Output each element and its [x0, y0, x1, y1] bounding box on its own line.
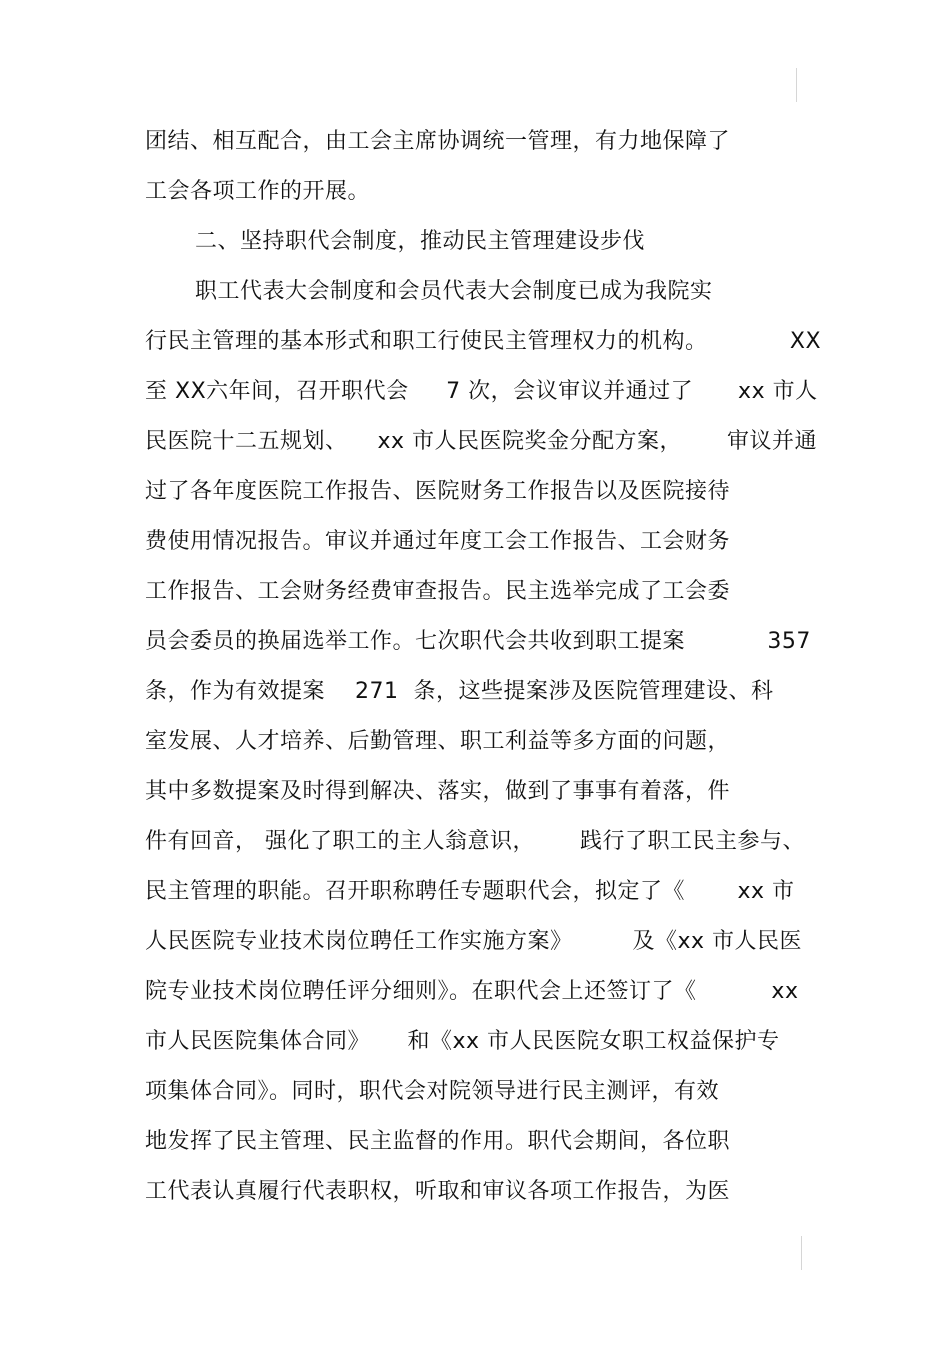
- margin-mark-bottom: [801, 1236, 802, 1270]
- text-line: 条，作为有效提案 271 条，这些提案涉及医院管理建设、科: [145, 679, 774, 704]
- text-line: 民主管理的职能。召开职称聘任专题职代会，拟定了《 xx 市: [145, 879, 795, 904]
- text-line: 团结、相互配合，由工会主席协调统一管理，有力地保障了: [145, 129, 731, 154]
- paragraph-first-line: 职工代表大会制度和会员代表大会制度已成为我院实: [195, 279, 713, 304]
- text-line: 工代表认真履行代表职权，听取和审议各项工作报告，为医: [145, 1179, 731, 1204]
- text-line: 民医院十二五规划、 xx 市人民医院奖金分配方案， 审议并通: [145, 429, 817, 454]
- text-line: 过了各年度医院工作报告、医院财务工作报告以及医院接待: [145, 479, 731, 504]
- text-line: 工会各项工作的开展。: [145, 179, 371, 204]
- text-line: 项集体合同》。同时，职代会对院领导进行民主测评，有效: [145, 1079, 720, 1104]
- text-line: 至 XX六年间，召开职代会 7 次，会议审议并通过了 xx 市人: [145, 379, 818, 404]
- text-line: 行民主管理的基本形式和职工行使民主管理权力的机构。 XX: [145, 329, 822, 354]
- margin-mark-top: [796, 68, 797, 102]
- text-line: 人民医院专业技术岗位聘任工作实施方案》 及《xx 市人民医: [145, 929, 802, 954]
- text-line: 室发展、人才培养、后勤管理、职工利益等多方面的问题，: [145, 729, 731, 754]
- text-line: 市人民医院集体合同》 和《xx 市人民医院女职工权益保护专: [145, 1029, 780, 1054]
- section-heading: 二、坚持职代会制度，推动民主管理建设步伐: [195, 229, 646, 254]
- text-line: 地发挥了民主管理、民主监督的作用。职代会期间，各位职: [145, 1129, 731, 1154]
- text-line: 员会委员的换届选举工作。七次职代会共收到职工提案 357: [145, 629, 811, 654]
- text-line: 其中多数提案及时得到解决、落实，做到了事事有着落，件: [145, 779, 731, 804]
- text-line: 件有回音， 强化了职工的主人翁意识， 践行了职工民主参与、: [145, 829, 805, 854]
- text-line: 费使用情况报告。审议并通过年度工会工作报告、工会财务: [145, 529, 731, 554]
- text-line: 工作报告、工会财务经费审查报告。民主选举完成了工会委: [145, 579, 731, 604]
- text-line: 院专业技术岗位聘任评分细则》。在职代会上还签订了《 xx: [145, 979, 799, 1004]
